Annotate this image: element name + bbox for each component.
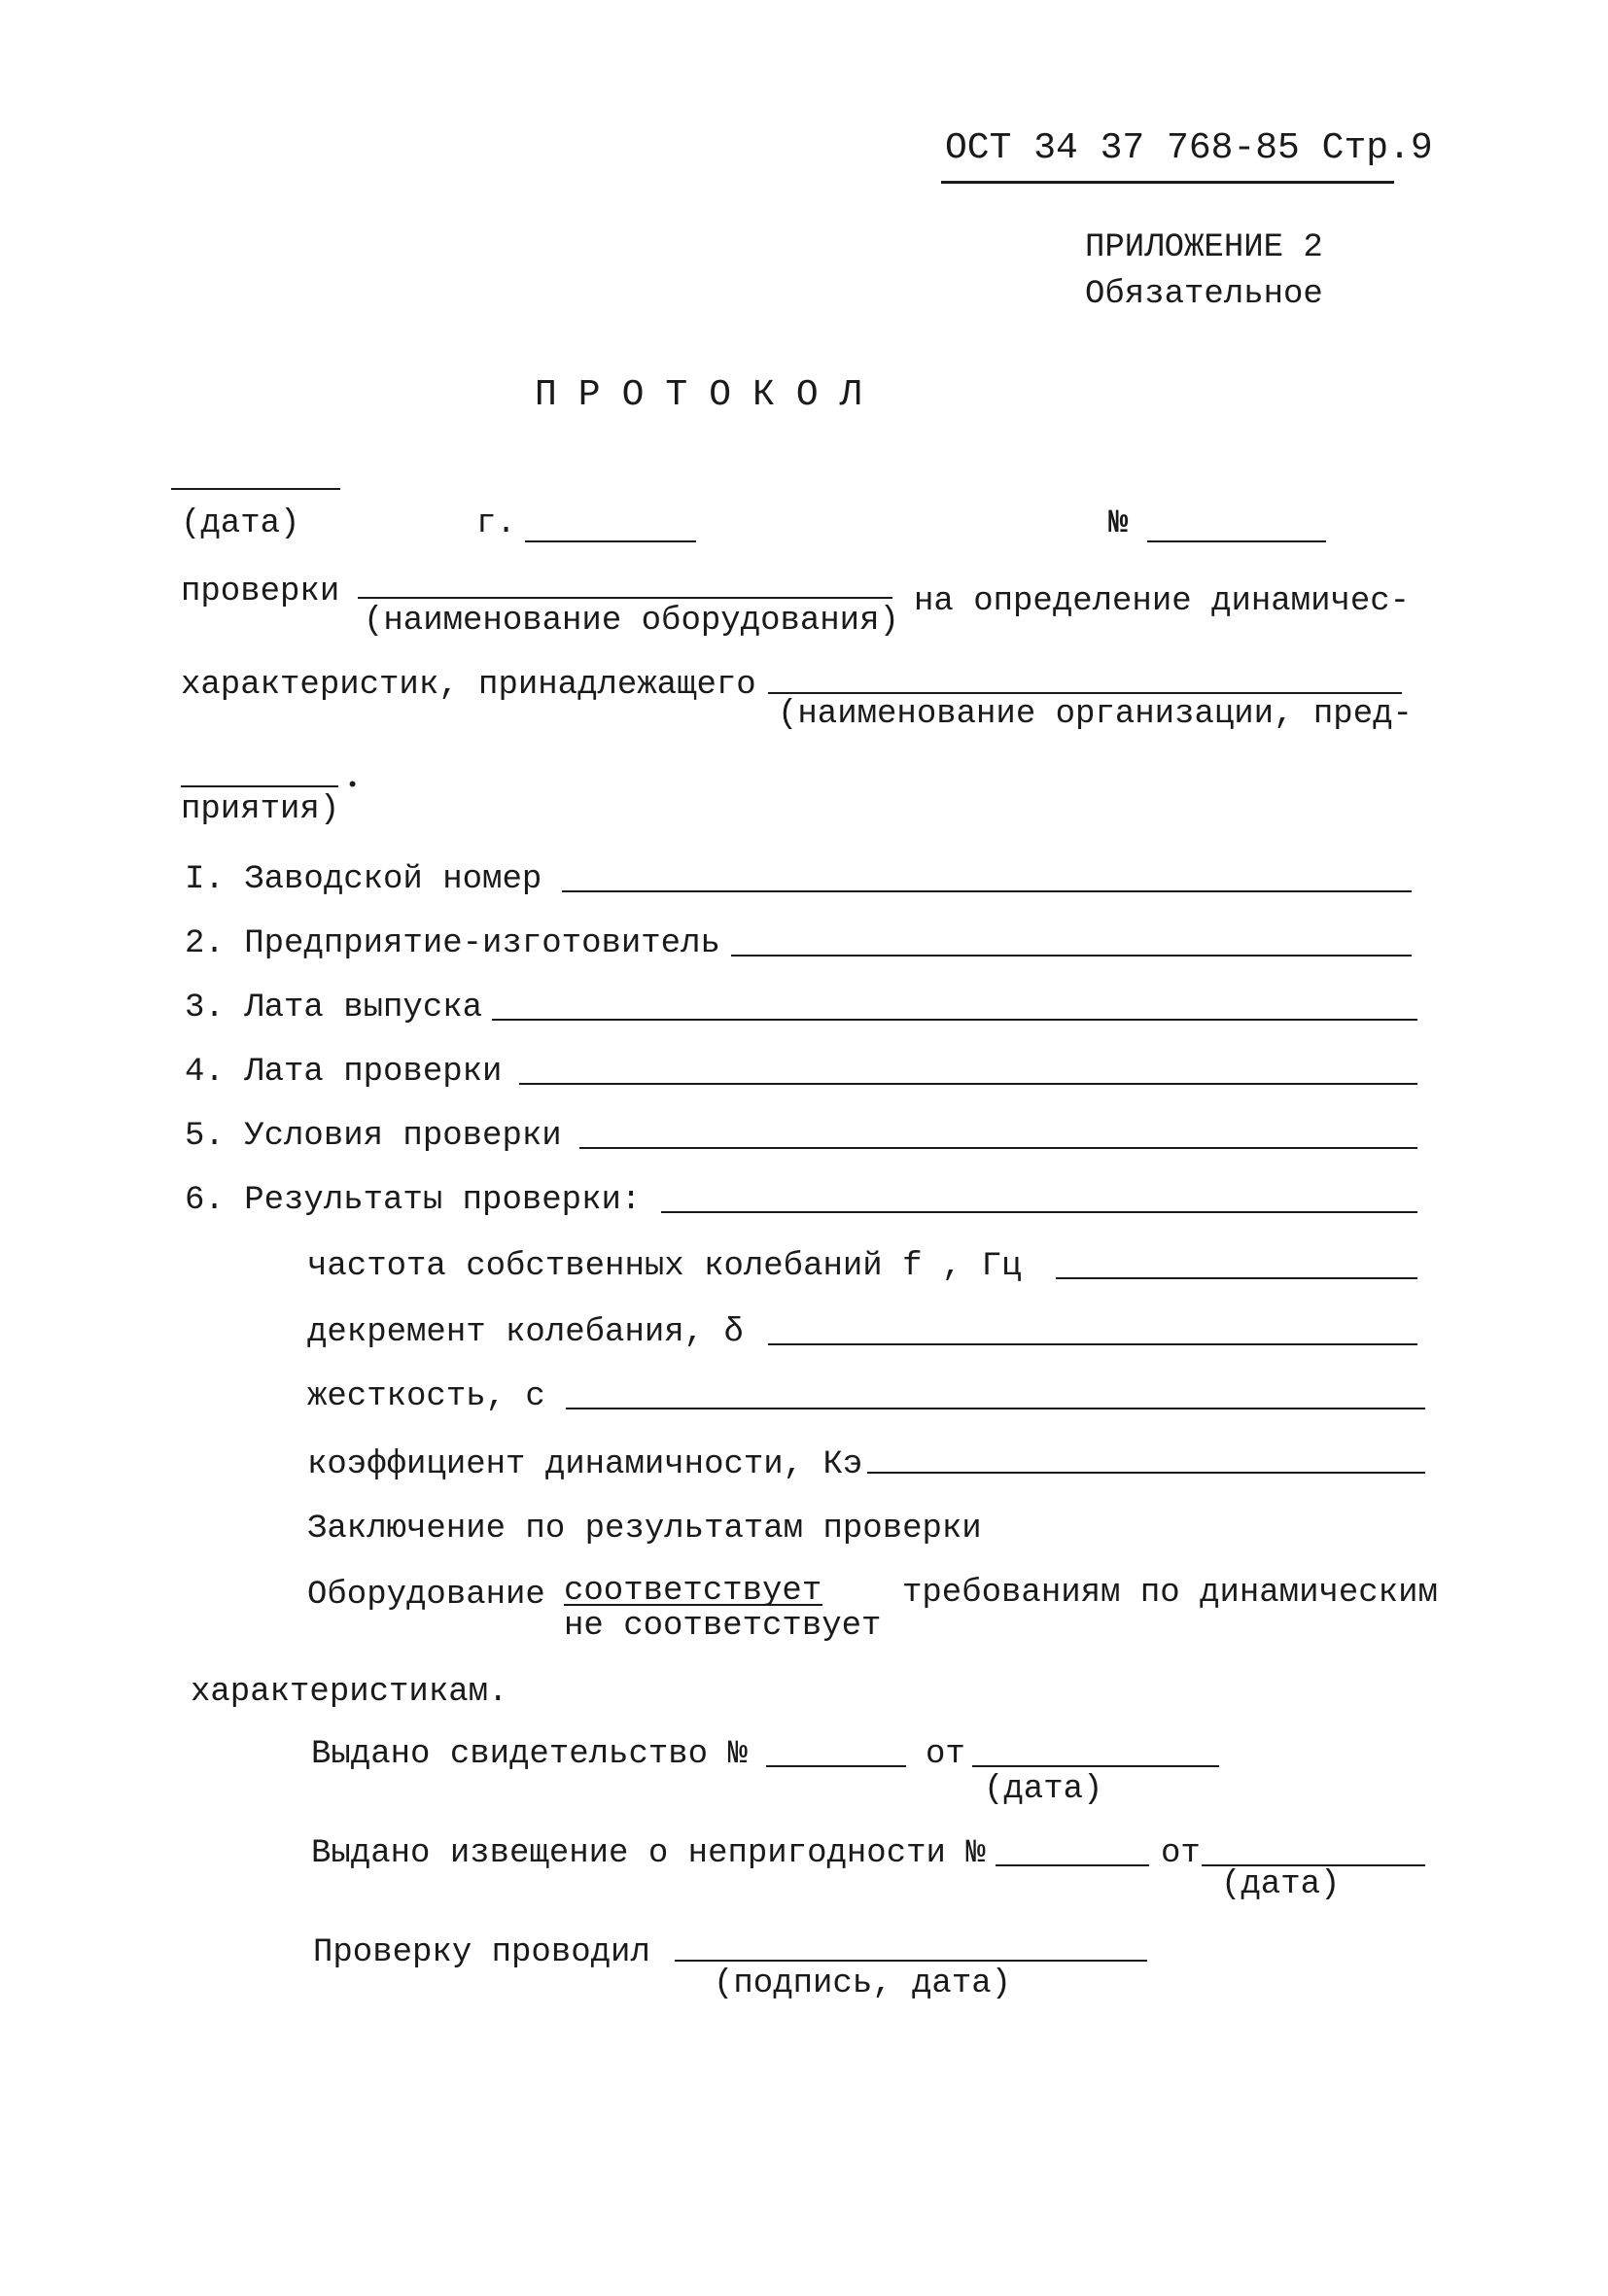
purpose-text: на определение динамичес-	[914, 583, 1411, 620]
requirements-text: требованиям по динамическим	[902, 1575, 1438, 1612]
organization-blank[interactable]	[768, 692, 1402, 694]
result-blank-stiffness[interactable]	[566, 1408, 1425, 1409]
year-blank[interactable]	[525, 540, 696, 542]
organization-caption-cont: приятия)	[181, 791, 340, 828]
certificate-label: Выдано свидетельство №	[311, 1736, 748, 1773]
signature-caption: (подпись, дата)	[714, 1966, 1012, 2002]
equipment-caption: (наименование оборудования)	[364, 603, 899, 640]
equipment-blank[interactable]	[358, 597, 892, 599]
result-label-dynamic-coefficient: коэффициент динамичности, Кэ	[307, 1446, 863, 1483]
certificate-date-blank[interactable]	[972, 1765, 1219, 1767]
notice-from-label: от	[1161, 1835, 1201, 1872]
footnote-mark: •	[346, 774, 360, 798]
item-label-3: 3. Лата выпуска	[185, 990, 483, 1026]
result-blank-frequency[interactable]	[1056, 1277, 1417, 1279]
certificate-from-label: от	[926, 1736, 965, 1773]
signature-blank[interactable]	[675, 1960, 1147, 1962]
notice-number-blank[interactable]	[996, 1864, 1149, 1866]
organization-blank-cont[interactable]	[181, 785, 338, 787]
result-blank-dynamic-coefficient[interactable]	[867, 1472, 1425, 1474]
result-blank-decrement[interactable]	[768, 1343, 1417, 1345]
notice-label: Выдано извещение о непригодности №	[311, 1835, 986, 1872]
date-caption: (дата)	[181, 505, 300, 542]
item-label-6: 6. Результаты проверки:	[185, 1182, 642, 1219]
item-label-5: 5. Условия проверки	[185, 1118, 562, 1155]
certificate-number-blank[interactable]	[766, 1765, 906, 1767]
option-divider	[564, 1604, 822, 1606]
option-complies[interactable]: соответствует	[564, 1573, 822, 1610]
certificate-date-caption: (дата)	[984, 1771, 1103, 1808]
item-blank-5[interactable]	[579, 1147, 1417, 1149]
item-blank-4[interactable]	[519, 1083, 1417, 1085]
option-not-complies[interactable]: не соответствует	[564, 1608, 882, 1645]
number-blank[interactable]	[1147, 540, 1326, 542]
organization-caption: (наименование организации, пред-	[778, 696, 1413, 733]
result-label-decrement: декремент колебания, δ	[307, 1314, 744, 1351]
check-word: проверки	[181, 574, 340, 610]
date-blank[interactable]	[171, 488, 340, 490]
document-reference: ОСТ 34 37 768-85 Стр.9	[945, 127, 1433, 169]
item-blank-6[interactable]	[661, 1211, 1417, 1213]
item-blank-2[interactable]	[731, 955, 1412, 957]
result-label-frequency: частота собственных колебаний f , Гц	[307, 1248, 1022, 1285]
item-blank-3[interactable]	[492, 1019, 1417, 1021]
appendix-label: ПРИЛОЖЕНИЕ 2	[1085, 229, 1323, 266]
item-label-4: 4. Лата проверки	[185, 1054, 503, 1091]
item-blank-1[interactable]	[562, 890, 1412, 892]
inspector-label: Проверку проводил	[313, 1934, 650, 1971]
item-label-1: I. Заводской номер	[185, 861, 542, 898]
result-label-stiffness: жесткость, с	[307, 1378, 545, 1415]
conclusion-heading: Заключение по результатам проверки	[307, 1511, 982, 1548]
document-title: ПРОТОКОЛ	[535, 374, 884, 416]
notice-date-caption: (дата)	[1221, 1866, 1341, 1903]
appendix-status: Обязательное	[1085, 276, 1323, 313]
item-label-2: 2. Предприятие-изготовитель	[185, 925, 720, 962]
number-label: №	[1108, 505, 1129, 542]
characteristics-text: характеристик, принадлежащего	[181, 667, 756, 704]
characteristics-end: характеристикам.	[191, 1674, 508, 1711]
year-label: г.	[476, 505, 516, 542]
equipment-word: Оборудование	[307, 1577, 545, 1614]
header-rule	[941, 181, 1394, 184]
